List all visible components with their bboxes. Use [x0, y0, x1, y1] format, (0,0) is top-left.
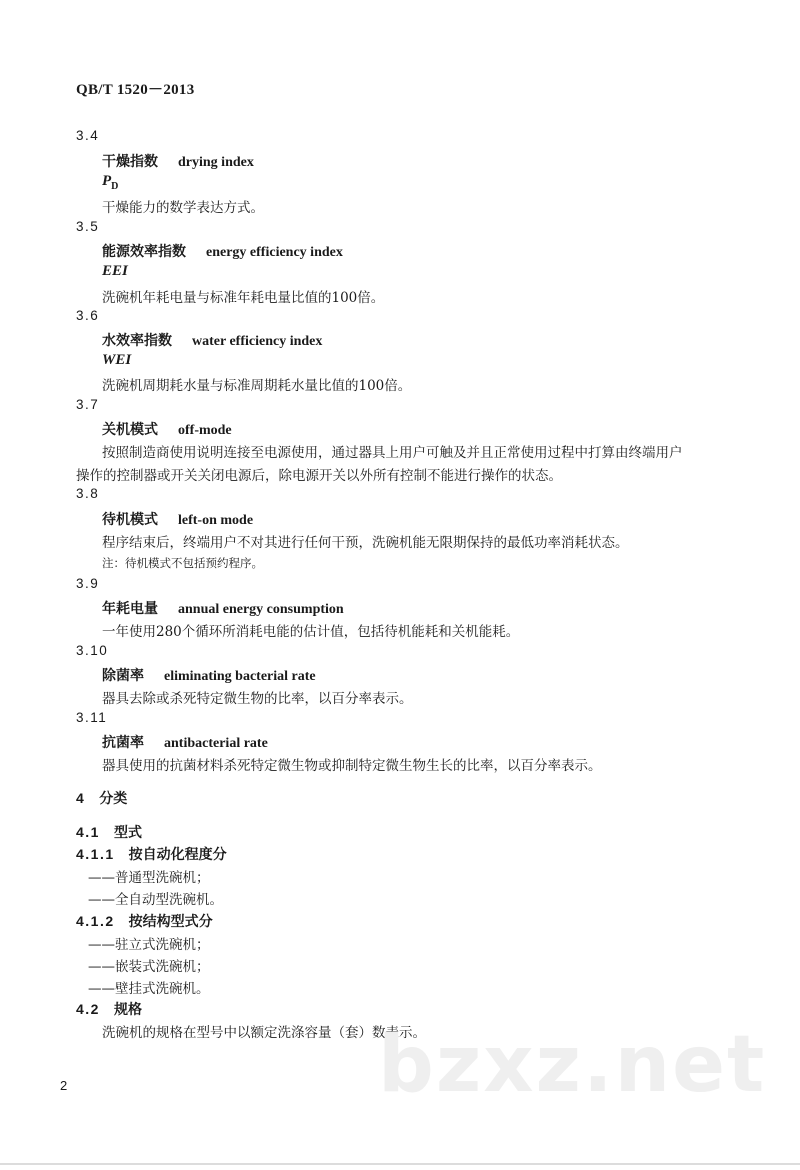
term-zh: 能源效率指数: [102, 244, 186, 260]
subsection-title: 型式: [113, 825, 142, 841]
subsection-number: 4.1.1: [76, 846, 115, 862]
clause-number: 3.9: [76, 576, 100, 591]
bottom-divider: [0, 1163, 800, 1165]
subsection-heading: [76, 999, 142, 1019]
term-en: drying index: [178, 155, 254, 170]
subsection-title: 规格: [113, 1002, 142, 1018]
clause-term: [102, 330, 322, 350]
section-number: 4: [76, 790, 86, 806]
term-zh: 干燥指数: [102, 154, 158, 170]
list-item: ——全自动型洗碗机。: [88, 892, 223, 908]
clause-term: [102, 241, 343, 261]
subsection-number: 4.2: [76, 1001, 100, 1017]
clause-definition: 器具去除或杀死特定微生物的比率，以百分率表示。: [102, 691, 413, 707]
term-zh: 待机模式: [102, 512, 158, 528]
subsection-title: 按结构型式分: [128, 914, 213, 930]
clause-definition: 洗碗机年耗电量与标准年耗电量比值的100倍。: [102, 290, 385, 306]
term-zh: 除菌率: [102, 668, 144, 684]
term-zh: 关机模式: [102, 422, 158, 438]
term-zh: 抗菌率: [102, 735, 144, 751]
clause-number: 3.5: [76, 219, 100, 234]
term-en: eliminating bacterial rate: [164, 669, 316, 684]
section-heading: [76, 788, 127, 808]
symbol-main: P: [102, 173, 112, 189]
clause-definition: 一年使用280个循环所消耗电能的估计值，包括待机能耗和关机能耗。: [102, 624, 520, 640]
clause-number: 3.11: [76, 710, 108, 725]
clause-definition: 洗碗机周期耗水量与标准周期耗水量比值的100倍。: [102, 378, 412, 394]
subsection-number: 4.1.2: [76, 913, 115, 929]
clause-term: [102, 732, 268, 752]
clause-definition: 程序结束后，终端用户不对其进行任何干预，洗碗机能无限期保持的最低功率消耗状态。: [102, 535, 629, 551]
term-en: left-on mode: [178, 513, 254, 528]
list-item: ——壁挂式洗碗机。: [88, 981, 210, 997]
subsection-text: 洗碗机的规格在型号中以额定洗涤容量（套）数表示。: [102, 1025, 426, 1041]
list-item: ——普通型洗碗机；: [88, 870, 210, 886]
term-en: off-mode: [178, 423, 232, 438]
term-en: antibacterial rate: [164, 736, 268, 751]
list-item: ——嵌装式洗碗机；: [88, 959, 210, 975]
clause-number: 3.4: [76, 128, 100, 143]
subsection-heading: [76, 822, 142, 842]
subsection-heading: [76, 844, 227, 864]
watermark: bzxz.net: [378, 1020, 767, 1110]
clause-term: [102, 151, 254, 171]
clause-number: 3.8: [76, 486, 100, 501]
clause-note: 注：待机模式不包括预约程序。: [102, 556, 263, 570]
clause-number: 3.7: [76, 397, 100, 412]
term-en: energy efficiency index: [206, 245, 343, 260]
clause-symbol: EEI: [102, 263, 128, 279]
clause-definition-line2: 操作的控制器或开关关闭电源后，除电源开关以外所有控制不能进行操作的状态。: [76, 468, 562, 484]
clause-term: [102, 509, 253, 529]
clause-term: [102, 598, 344, 618]
symbol-subscript: D: [111, 181, 119, 192]
clause-number: 3.6: [76, 308, 100, 323]
clause-definition: 器具使用的抗菌材料杀死特定微生物或抑制特定微生物生长的比率，以百分率表示。: [102, 758, 602, 774]
clause-definition: 干燥能力的数学表达方式。: [102, 200, 264, 216]
term-en: water efficiency index: [192, 334, 323, 349]
page-number: 2: [60, 1078, 68, 1093]
section-title: 分类: [99, 791, 128, 807]
term-zh: 水效率指数: [102, 333, 172, 349]
clause-number: 3.10: [76, 643, 109, 658]
clause-symbol: WEI: [102, 352, 132, 368]
standard-code: QB/T 1520－2013: [76, 82, 195, 98]
clause-definition-line1: 按照制造商使用说明连接至电源使用，通过器具上用户可触及并且正常使用过程中打算由终端用户: [102, 445, 683, 461]
subsection-title: 按自动化程度分: [128, 847, 227, 863]
term-en: annual energy consumption: [178, 602, 344, 617]
list-item: ——驻立式洗碗机；: [88, 937, 210, 953]
term-zh: 年耗电量: [102, 601, 158, 617]
subsection-number: 4.1: [76, 824, 100, 840]
clause-term: [102, 665, 316, 685]
clause-term: [102, 419, 232, 439]
subsection-heading: [76, 911, 213, 931]
clause-symbol: [102, 173, 118, 192]
